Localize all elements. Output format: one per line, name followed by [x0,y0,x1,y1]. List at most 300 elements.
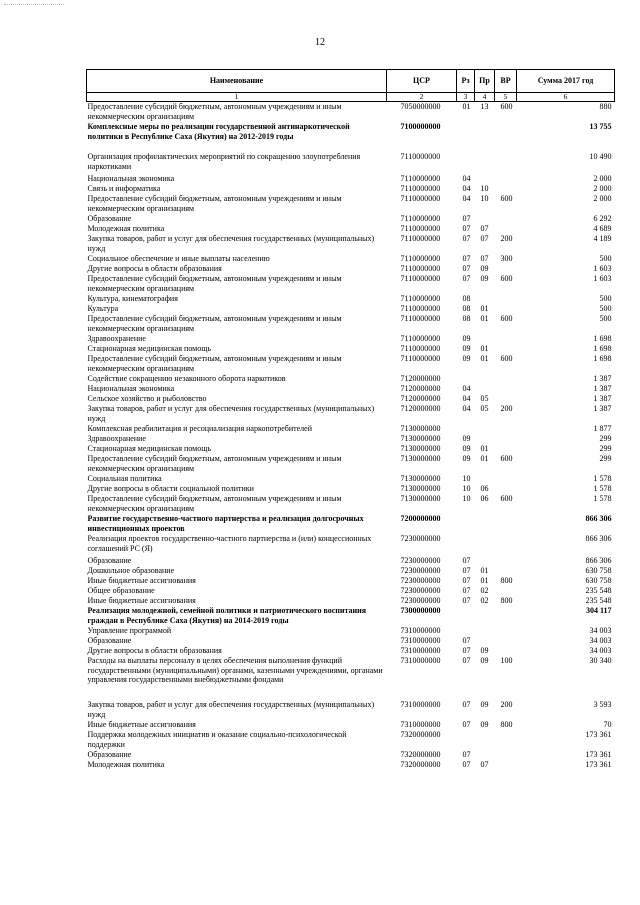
table-row [87,750,615,760]
table-row [87,234,615,254]
row-csr: 7320000000 [400,730,441,739]
row-sum: 1 578 [593,484,612,493]
row-csr: 7230000000 [400,586,441,595]
row-vr: 200 [500,700,513,709]
row-csr: 7110000000 [400,254,441,263]
row-sum: 866 306 [585,534,612,543]
row-sum: 630 758 [585,566,612,575]
row-sum: 30 340 [589,656,612,665]
table-header-row [87,70,615,93]
row-pr: 09 [480,720,489,729]
row-sum: 70 [603,720,612,729]
row-pr: 09 [480,700,489,709]
row-csr: 7110000000 [400,314,441,323]
row-rz: 09 [462,454,471,463]
row-csr: 7130000000 [400,454,441,463]
row-sum: 34 003 [589,626,612,635]
row-vr [495,514,517,534]
row-name: Закупка товаров, работ и услуг для обеспечения государственных (муниципальных) нужд [87,404,375,423]
column-number: 3 [457,93,475,102]
row-pr [475,750,495,760]
row-sum: 1 603 [593,274,612,283]
table-row [87,122,615,152]
row-rz [457,514,475,534]
row-name: Предоставление субсидий бюджетным, автономным учреждениям и иным некоммерческим организациям [87,194,342,213]
row-sum: 866 306 [585,556,612,565]
row-rz [457,424,475,434]
row-vr: 800 [500,576,513,585]
row-name: Предоставление субсидий бюджетным, автономным учреждениям и иным некоммерческим организациям [87,274,342,293]
row-name: Предоставление субсидий бюджетным, автономным учреждениям и иным некоммерческим организациям [87,102,342,121]
row-vr [495,174,517,184]
row-vr [495,534,517,556]
row-name: Национальная экономика [87,174,175,183]
row-name: Культура [87,304,119,313]
header-sum: Сумма 2017 год [517,70,615,93]
table-row [87,586,615,596]
row-csr: 7130000000 [400,484,441,493]
row-name: Предоставление субсидий бюджетным, автономным учреждениям и иным некоммерческим организациям [87,354,342,373]
table-row [87,444,615,454]
row-rz: 08 [462,304,471,313]
row-csr: 7310000000 [400,700,441,709]
row-vr [495,444,517,454]
row-vr: 600 [500,454,513,463]
row-sum: 2 000 [593,184,612,193]
table-row [87,294,615,304]
row-name: Управление программой [87,626,172,635]
row-csr: 7130000000 [400,474,441,483]
row-csr: 7110000000 [400,354,441,363]
row-vr: 300 [500,254,513,263]
row-csr: 7130000000 [400,494,441,503]
table-row [87,384,615,394]
row-sum: 10 490 [589,152,612,161]
row-pr [475,122,495,152]
row-rz: 09 [462,334,471,343]
row-vr: 200 [500,404,513,413]
row-rz: 07 [462,596,471,605]
row-name: Содействие сокращению незаконного оборота наркотиков [87,374,286,383]
row-sum: 299 [599,454,612,463]
row-rz: 09 [462,344,471,353]
row-pr: 09 [480,646,489,655]
row-csr: 7110000000 [400,304,441,313]
column-number: 6 [517,93,615,102]
row-rz: 09 [462,444,471,453]
row-vr [495,760,517,770]
row-csr: 7110000000 [400,174,441,183]
row-rz: 04 [462,184,471,193]
row-name: Образование [87,214,132,223]
row-name: Образование [87,750,132,759]
table-row [87,394,615,404]
row-vr: 100 [500,656,513,665]
row-csr: 7110000000 [400,264,441,273]
row-vr [495,750,517,760]
row-name: Другие вопросы в области образования [87,646,222,655]
table-row [87,760,615,770]
row-name: Молодежная политика [87,224,165,233]
row-sum: 6 292 [593,214,612,223]
row-rz: 07 [462,566,471,575]
row-sum: 34 003 [589,646,612,655]
row-sum: 500 [599,294,612,303]
row-vr [495,566,517,576]
header-vr: ВР [495,70,517,93]
row-pr: 01 [480,354,489,363]
row-name: Закупка товаров, работ и услуг для обеспечения государственных (муниципальных) нужд [87,234,375,253]
row-vr [495,334,517,344]
row-name: Закупка товаров, работ и услуг для обеспечения государственных (муниципальных) нужд [87,700,375,719]
row-vr [495,424,517,434]
budget-table [86,69,615,770]
table-row [87,484,615,494]
column-number: 5 [495,93,517,102]
page-number: 12 [315,37,325,48]
row-rz: 07 [462,576,471,585]
row-vr [495,184,517,194]
table-row [87,646,615,656]
row-sum: 2 000 [593,194,612,203]
table-row [87,404,615,424]
row-rz: 09 [462,354,471,363]
row-csr: 7110000000 [400,344,441,353]
row-sum: 235 548 [585,596,612,605]
table-row [87,514,615,534]
row-pr: 05 [480,404,489,413]
table-row [87,606,615,626]
row-rz: 04 [462,384,471,393]
row-name: Предоставление субсидий бюджетным, автономным учреждениям и иным некоммерческим организациям [87,454,342,473]
row-sum: 4 689 [593,224,612,233]
row-csr: 7100000000 [400,122,441,131]
column-number: 4 [475,93,495,102]
row-name: Общее образование [87,586,155,595]
row-pr: 07 [480,224,489,233]
row-csr: 7130000000 [400,434,441,443]
row-sum: 1 387 [593,374,612,383]
row-csr: 7110000000 [400,234,441,243]
row-rz [457,626,475,636]
row-pr: 09 [480,264,489,273]
row-pr: 02 [480,596,489,605]
row-sum: 34 003 [589,636,612,645]
row-rz: 07 [462,234,471,243]
row-rz [457,730,475,750]
row-csr: 7320000000 [400,750,441,759]
table-row [87,576,615,586]
row-vr [495,304,517,314]
row-name: Иные бюджетные ассигнования [87,576,196,585]
row-vr: 600 [500,354,513,363]
row-csr: 7230000000 [400,556,441,565]
row-name: Национальная экономика [87,384,175,393]
row-pr [475,334,495,344]
row-vr [495,394,517,404]
row-rz: 07 [462,636,471,645]
row-pr: 01 [480,314,489,323]
row-pr: 06 [480,494,489,503]
row-pr: 01 [480,454,489,463]
row-name: Здравоохранение [87,434,146,443]
row-vr [495,264,517,274]
row-vr [495,730,517,750]
table-row [87,354,615,374]
row-pr [475,174,495,184]
row-vr: 600 [500,194,513,203]
row-vr [495,626,517,636]
row-vr [495,152,517,174]
row-name: Социальное обеспечение и иные выплаты населению [87,254,270,263]
row-csr: 7200000000 [400,514,441,523]
row-name: Поддержка молодежных инициатив и оказание социально-психологической поддержки [87,730,347,749]
row-sum: 173 361 [585,750,612,759]
row-rz [457,534,475,556]
row-rz: 04 [462,404,471,413]
row-pr: 01 [480,304,489,313]
row-rz [457,374,475,384]
row-rz: 04 [462,174,471,183]
row-csr: 7110000000 [400,334,441,343]
row-rz: 07 [462,700,471,709]
row-vr [495,474,517,484]
row-vr [495,294,517,304]
row-rz: 10 [462,484,471,493]
row-sum: 500 [599,254,612,263]
row-pr: 05 [480,394,489,403]
row-vr [495,122,517,152]
row-name: Иные бюджетные ассигнования [87,720,196,729]
row-rz: 07 [462,750,471,759]
table-body [87,102,615,771]
row-pr [475,514,495,534]
row-csr: 7310000000 [400,720,441,729]
row-name: Здравоохранение [87,334,146,343]
row-csr: 7300000000 [400,606,441,615]
row-name: Дошкольное образование [87,566,175,575]
row-csr: 7130000000 [400,444,441,453]
row-csr: 7110000000 [400,184,441,193]
row-sum: 880 [599,102,612,111]
row-rz: 07 [462,214,471,223]
table-row [87,474,615,484]
table-row [87,556,615,566]
row-sum: 3 593 [593,700,612,709]
row-csr: 7110000000 [400,274,441,283]
row-name: Организация профилактических мероприятий по сокращению злоупотребления наркотиками [87,152,361,171]
row-csr: 7230000000 [400,566,441,575]
row-pr [475,606,495,626]
row-vr [495,434,517,444]
row-rz: 07 [462,254,471,263]
table-row [87,636,615,646]
row-rz [457,122,475,152]
row-pr: 01 [480,444,489,453]
row-vr [495,374,517,384]
row-pr: 07 [480,254,489,263]
row-rz: 07 [462,274,471,283]
row-rz: 07 [462,586,471,595]
row-rz [457,152,475,174]
row-vr [495,214,517,224]
table-row [87,374,615,384]
row-pr [475,374,495,384]
scan-artifact [4,4,64,8]
row-csr: 7110000000 [400,294,441,303]
row-rz: 07 [462,556,471,565]
header-rz: Рз [457,70,475,93]
row-vr: 600 [500,494,513,503]
row-pr: 01 [480,344,489,353]
table-row [87,274,615,294]
table-row [87,254,615,264]
row-csr: 7230000000 [400,576,441,585]
table-row [87,184,615,194]
table-row [87,214,615,224]
row-vr [495,384,517,394]
table-row [87,194,615,214]
column-number: 2 [387,93,457,102]
row-rz: 01 [462,102,471,111]
row-vr: 600 [500,314,513,323]
row-vr [495,606,517,626]
row-rz: 07 [462,656,471,665]
row-vr [495,646,517,656]
row-csr: 7110000000 [400,214,441,223]
table-row [87,224,615,234]
row-sum: 1 387 [593,394,612,403]
row-rz: 10 [462,474,471,483]
table-row [87,102,615,123]
table-row [87,494,615,514]
row-sum: 2 000 [593,174,612,183]
table-row [87,596,615,606]
table-row [87,344,615,354]
row-vr: 600 [500,102,513,111]
row-csr: 7320000000 [400,760,441,769]
row-pr [475,474,495,484]
row-pr: 06 [480,484,489,493]
row-pr: 01 [480,566,489,575]
row-vr [495,224,517,234]
row-sum: 1 698 [593,354,612,363]
row-rz: 04 [462,394,471,403]
row-sum: 1 578 [593,494,612,503]
row-vr: 600 [500,274,513,283]
row-sum: 304 117 [585,606,612,615]
row-name: Другие вопросы в области образования [87,264,222,273]
row-csr: 7120000000 [400,394,441,403]
row-pr: 09 [480,656,489,665]
row-sum: 4 189 [593,234,612,243]
table-row [87,700,615,720]
row-name: Развитие государственно-частного партнерства и реализация долгосрочных инвестиционных проектов [87,514,364,533]
row-rz [457,606,475,626]
table-row [87,534,615,556]
column-number-row [87,93,615,102]
row-sum: 299 [599,434,612,443]
row-pr: 01 [480,576,489,585]
row-csr: 7120000000 [400,374,441,383]
row-vr [495,586,517,596]
row-pr: 13 [480,102,489,111]
row-pr [475,152,495,174]
row-rz: 07 [462,760,471,769]
row-name: Комплексная реабилитация и ресоциализация наркопотребителей [87,424,312,433]
row-pr [475,424,495,434]
row-vr: 200 [500,234,513,243]
row-sum: 13 755 [589,122,612,131]
row-name: Образование [87,556,132,565]
row-rz: 07 [462,224,471,233]
row-vr [495,556,517,566]
row-name: Иные бюджетные ассигнования [87,596,196,605]
row-pr: 07 [480,234,489,243]
row-csr: 7050000000 [400,102,441,111]
row-sum: 1 877 [593,424,612,433]
row-pr: 07 [480,760,489,769]
table-row [87,174,615,184]
row-sum: 1 387 [593,404,612,413]
row-rz: 07 [462,720,471,729]
row-csr: 7310000000 [400,646,441,655]
row-vr [495,636,517,646]
row-pr [475,294,495,304]
row-sum: 1 603 [593,264,612,273]
row-pr [475,556,495,566]
row-vr: 800 [500,720,513,729]
table-row [87,304,615,314]
row-name: Социальная политика [87,474,162,483]
row-csr: 7310000000 [400,656,441,665]
table-row [87,434,615,444]
row-vr [495,484,517,494]
row-name: Комплексные меры по реализации государственной антинаркотической политики в Республике Саха (Якутия) на 2012-2019 годы [87,122,350,141]
row-sum: 630 758 [585,576,612,585]
table-row [87,424,615,434]
row-name: Предоставление субсидий бюджетным, автономным учреждениям и иным некоммерческим организациям [87,314,342,333]
table-row [87,626,615,636]
row-sum: 500 [599,314,612,323]
row-sum: 1 698 [593,344,612,353]
row-pr [475,626,495,636]
table-row [87,334,615,344]
row-name: Расходы на выплаты персоналу в целях обеспечения выполнения функций государственными (муниципальными) органами, казенными учреждениями, органами управления государственными внебюджетными фондами [87,656,383,684]
row-pr: 10 [480,194,489,203]
row-vr [495,344,517,354]
table-row [87,566,615,576]
table-row [87,730,615,750]
row-rz: 10 [462,494,471,503]
row-csr: 7120000000 [400,404,441,413]
row-sum: 173 361 [585,730,612,739]
row-name: Другие вопросы в области социальной политики [87,484,254,493]
row-rz: 08 [462,294,471,303]
row-sum: 500 [599,304,612,313]
row-pr [475,434,495,444]
table-row [87,656,615,700]
row-csr: 7110000000 [400,152,441,161]
row-sum: 1 578 [593,474,612,483]
row-csr: 7310000000 [400,626,441,635]
row-csr: 7230000000 [400,534,441,543]
row-csr: 7110000000 [400,194,441,203]
table-row [87,454,615,474]
header-name: Наименование [87,70,387,93]
row-csr: 7110000000 [400,224,441,233]
row-pr [475,384,495,394]
